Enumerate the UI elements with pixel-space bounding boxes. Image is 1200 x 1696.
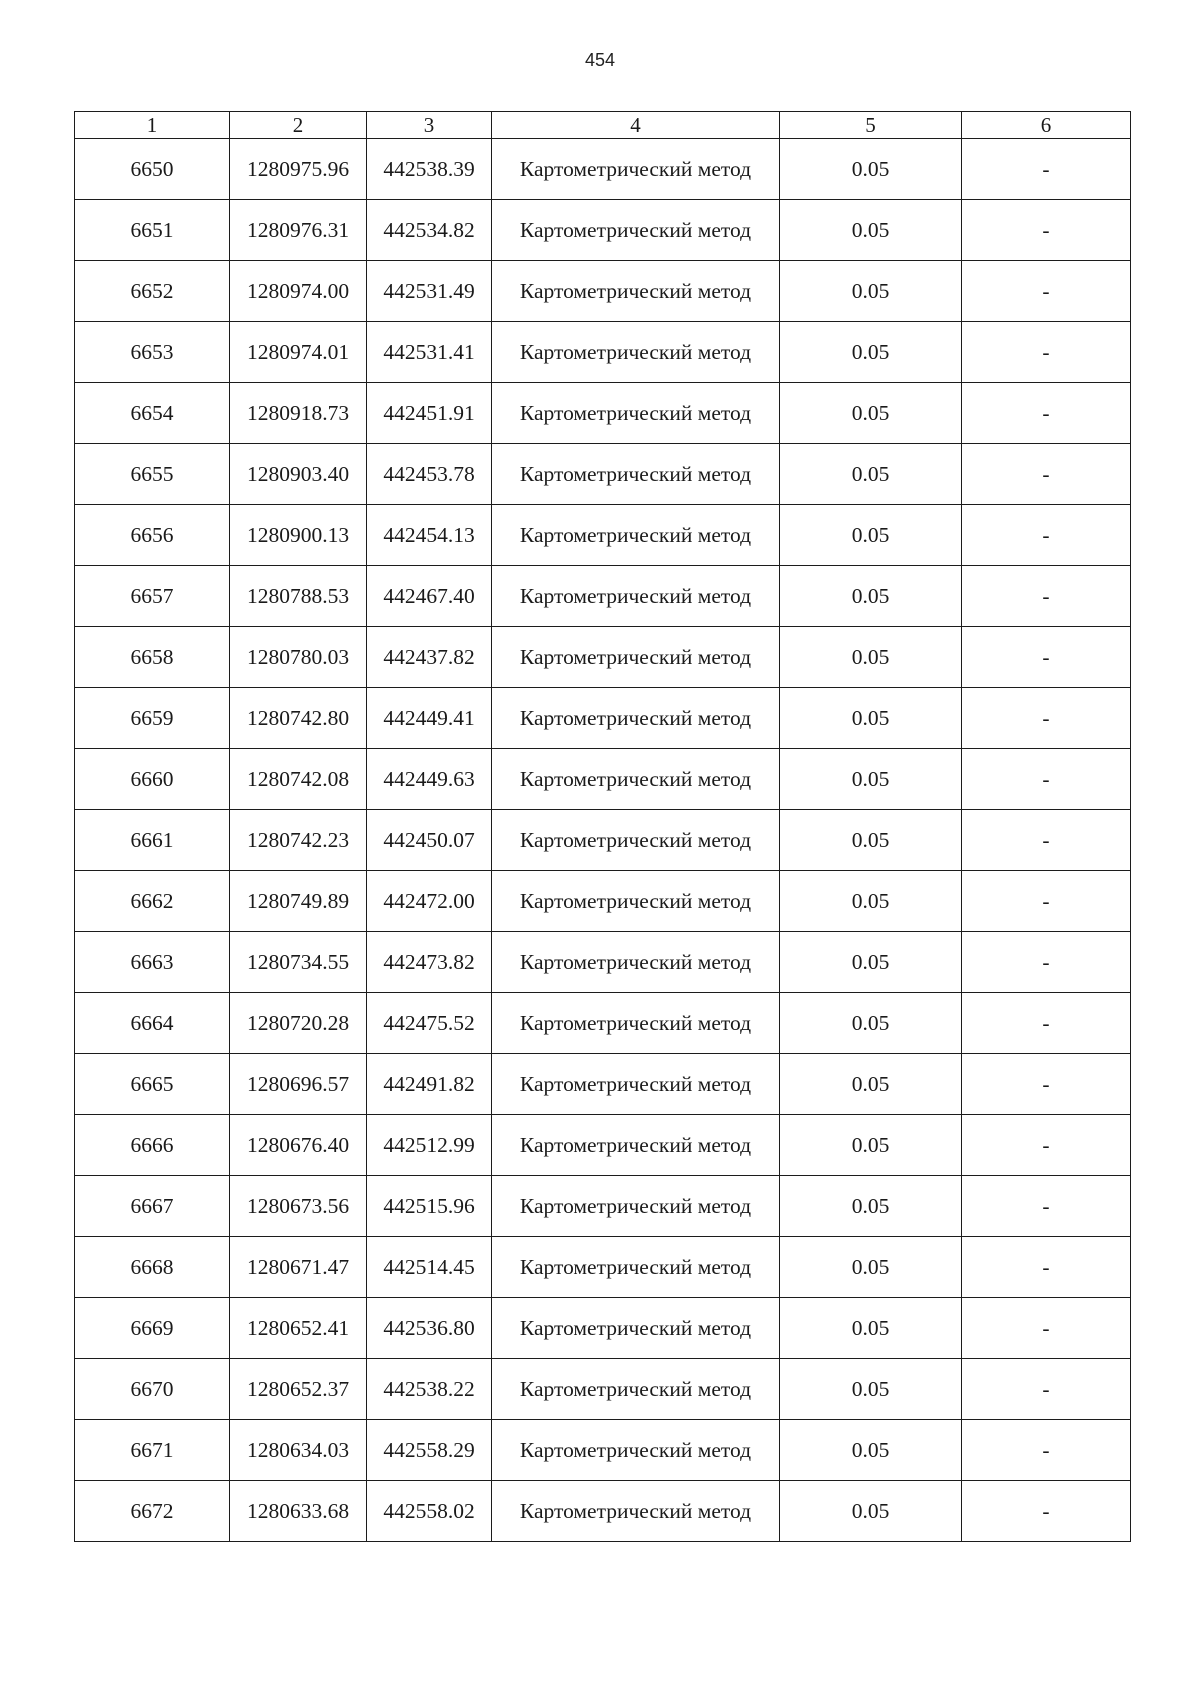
note-cell: -: [962, 810, 1131, 871]
method-cell: Картометрический метод: [492, 1359, 780, 1420]
y-coordinate-cell: 442514.45: [367, 1237, 492, 1298]
note-cell: -: [962, 993, 1131, 1054]
method-cell: Картометрический метод: [492, 139, 780, 200]
precision-cell: 0.05: [780, 1054, 962, 1115]
precision-cell: 0.05: [780, 1176, 962, 1237]
point-number-cell: 6662: [75, 871, 230, 932]
method-cell: Картометрический метод: [492, 200, 780, 261]
y-coordinate-cell: 442536.80: [367, 1298, 492, 1359]
precision-cell: 0.05: [780, 566, 962, 627]
point-number-cell: 6671: [75, 1420, 230, 1481]
method-cell: Картометрический метод: [492, 688, 780, 749]
point-number-cell: 6651: [75, 200, 230, 261]
method-cell: Картометрический метод: [492, 1237, 780, 1298]
y-coordinate-cell: 442453.78: [367, 444, 492, 505]
note-cell: -: [962, 932, 1131, 993]
table-row: [75, 139, 1131, 200]
x-coordinate-cell: 1280652.37: [230, 1359, 367, 1420]
table-row: [75, 1054, 1131, 1115]
x-coordinate-cell: 1280918.73: [230, 383, 367, 444]
y-coordinate-cell: 442531.49: [367, 261, 492, 322]
note-cell: -: [962, 1481, 1131, 1542]
point-number-cell: 6655: [75, 444, 230, 505]
table-row: [75, 261, 1131, 322]
x-coordinate-cell: 1280974.01: [230, 322, 367, 383]
x-coordinate-cell: 1280975.96: [230, 139, 367, 200]
note-cell: -: [962, 383, 1131, 444]
x-coordinate-cell: 1280734.55: [230, 932, 367, 993]
column-header-1: 1: [75, 112, 230, 139]
column-header-4: 4: [492, 112, 780, 139]
x-coordinate-cell: 1280671.47: [230, 1237, 367, 1298]
y-coordinate-cell: 442538.22: [367, 1359, 492, 1420]
precision-cell: 0.05: [780, 749, 962, 810]
x-coordinate-cell: 1280788.53: [230, 566, 367, 627]
note-cell: -: [962, 1176, 1131, 1237]
x-coordinate-cell: 1280720.28: [230, 993, 367, 1054]
table-row: [75, 810, 1131, 871]
table-row: [75, 200, 1131, 261]
precision-cell: 0.05: [780, 810, 962, 871]
note-cell: -: [962, 444, 1131, 505]
precision-cell: 0.05: [780, 627, 962, 688]
precision-cell: 0.05: [780, 1237, 962, 1298]
note-cell: -: [962, 261, 1131, 322]
y-coordinate-cell: 442451.91: [367, 383, 492, 444]
method-cell: Картометрический метод: [492, 566, 780, 627]
table-row: [75, 1481, 1131, 1542]
x-coordinate-cell: 1280673.56: [230, 1176, 367, 1237]
table-row: [75, 1115, 1131, 1176]
precision-cell: 0.05: [780, 505, 962, 566]
x-coordinate-cell: 1280976.31: [230, 200, 367, 261]
x-coordinate-cell: 1280696.57: [230, 1054, 367, 1115]
note-cell: -: [962, 566, 1131, 627]
note-cell: -: [962, 1298, 1131, 1359]
table-row: [75, 1298, 1131, 1359]
column-header-6: 6: [962, 112, 1131, 139]
y-coordinate-cell: 442491.82: [367, 1054, 492, 1115]
precision-cell: 0.05: [780, 1481, 962, 1542]
coordinates-table: [74, 111, 1131, 1542]
y-coordinate-cell: 442449.41: [367, 688, 492, 749]
point-number-cell: 6656: [75, 505, 230, 566]
table-row: [75, 322, 1131, 383]
method-cell: Картометрический метод: [492, 1054, 780, 1115]
method-cell: Картометрический метод: [492, 383, 780, 444]
method-cell: Картометрический метод: [492, 1115, 780, 1176]
column-header-5: 5: [780, 112, 962, 139]
table-row: [75, 505, 1131, 566]
x-coordinate-cell: 1280742.80: [230, 688, 367, 749]
table-row: [75, 383, 1131, 444]
header-row: [75, 112, 1131, 139]
y-coordinate-cell: 442467.40: [367, 566, 492, 627]
precision-cell: 0.05: [780, 1359, 962, 1420]
point-number-cell: 6663: [75, 932, 230, 993]
table-body: [75, 139, 1131, 1542]
y-coordinate-cell: 442531.41: [367, 322, 492, 383]
y-coordinate-cell: 442538.39: [367, 139, 492, 200]
method-cell: Картометрический метод: [492, 1298, 780, 1359]
note-cell: -: [962, 505, 1131, 566]
point-number-cell: 6665: [75, 1054, 230, 1115]
y-coordinate-cell: 442454.13: [367, 505, 492, 566]
point-number-cell: 6654: [75, 383, 230, 444]
method-cell: Картометрический метод: [492, 261, 780, 322]
table-row: [75, 688, 1131, 749]
table-row: [75, 1176, 1131, 1237]
x-coordinate-cell: 1280974.00: [230, 261, 367, 322]
precision-cell: 0.05: [780, 200, 962, 261]
point-number-cell: 6657: [75, 566, 230, 627]
x-coordinate-cell: 1280900.13: [230, 505, 367, 566]
method-cell: Картометрический метод: [492, 810, 780, 871]
y-coordinate-cell: 442437.82: [367, 627, 492, 688]
table-row: [75, 993, 1131, 1054]
method-cell: Картометрический метод: [492, 749, 780, 810]
point-number-cell: 6659: [75, 688, 230, 749]
point-number-cell: 6666: [75, 1115, 230, 1176]
x-coordinate-cell: 1280652.41: [230, 1298, 367, 1359]
precision-cell: 0.05: [780, 261, 962, 322]
point-number-cell: 6664: [75, 993, 230, 1054]
point-number-cell: 6661: [75, 810, 230, 871]
precision-cell: 0.05: [780, 383, 962, 444]
note-cell: -: [962, 627, 1131, 688]
note-cell: -: [962, 200, 1131, 261]
column-header-3: 3: [367, 112, 492, 139]
x-coordinate-cell: 1280742.08: [230, 749, 367, 810]
y-coordinate-cell: 442515.96: [367, 1176, 492, 1237]
y-coordinate-cell: 442558.29: [367, 1420, 492, 1481]
point-number-cell: 6670: [75, 1359, 230, 1420]
precision-cell: 0.05: [780, 322, 962, 383]
point-number-cell: 6672: [75, 1481, 230, 1542]
table-row: [75, 444, 1131, 505]
point-number-cell: 6660: [75, 749, 230, 810]
method-cell: Картометрический метод: [492, 505, 780, 566]
method-cell: Картометрический метод: [492, 1176, 780, 1237]
table-header: [75, 112, 1131, 139]
precision-cell: 0.05: [780, 871, 962, 932]
x-coordinate-cell: 1280903.40: [230, 444, 367, 505]
table-row: [75, 932, 1131, 993]
note-cell: -: [962, 871, 1131, 932]
note-cell: -: [962, 322, 1131, 383]
y-coordinate-cell: 442472.00: [367, 871, 492, 932]
method-cell: Картометрический метод: [492, 627, 780, 688]
table-row: [75, 749, 1131, 810]
point-number-cell: 6650: [75, 139, 230, 200]
precision-cell: 0.05: [780, 444, 962, 505]
point-number-cell: 6669: [75, 1298, 230, 1359]
y-coordinate-cell: 442450.07: [367, 810, 492, 871]
precision-cell: 0.05: [780, 1115, 962, 1176]
x-coordinate-cell: 1280633.68: [230, 1481, 367, 1542]
table-row: [75, 871, 1131, 932]
note-cell: -: [962, 749, 1131, 810]
precision-cell: 0.05: [780, 688, 962, 749]
x-coordinate-cell: 1280742.23: [230, 810, 367, 871]
method-cell: Картометрический метод: [492, 871, 780, 932]
y-coordinate-cell: 442475.52: [367, 993, 492, 1054]
point-number-cell: 6667: [75, 1176, 230, 1237]
precision-cell: 0.05: [780, 139, 962, 200]
method-cell: Картометрический метод: [492, 993, 780, 1054]
precision-cell: 0.05: [780, 1298, 962, 1359]
note-cell: -: [962, 688, 1131, 749]
method-cell: Картометрический метод: [492, 1420, 780, 1481]
y-coordinate-cell: 442534.82: [367, 200, 492, 261]
y-coordinate-cell: 442473.82: [367, 932, 492, 993]
y-coordinate-cell: 442512.99: [367, 1115, 492, 1176]
x-coordinate-cell: 1280749.89: [230, 871, 367, 932]
method-cell: Картометрический метод: [492, 1481, 780, 1542]
column-header-2: 2: [230, 112, 367, 139]
point-number-cell: 6658: [75, 627, 230, 688]
point-number-cell: 6668: [75, 1237, 230, 1298]
table-row: [75, 1237, 1131, 1298]
method-cell: Картометрический метод: [492, 932, 780, 993]
x-coordinate-cell: 1280634.03: [230, 1420, 367, 1481]
note-cell: -: [962, 1054, 1131, 1115]
x-coordinate-cell: 1280676.40: [230, 1115, 367, 1176]
method-cell: Картометрический метод: [492, 444, 780, 505]
point-number-cell: 6653: [75, 322, 230, 383]
precision-cell: 0.05: [780, 932, 962, 993]
y-coordinate-cell: 442449.63: [367, 749, 492, 810]
note-cell: -: [962, 1359, 1131, 1420]
table-row: [75, 1420, 1131, 1481]
note-cell: -: [962, 1115, 1131, 1176]
y-coordinate-cell: 442558.02: [367, 1481, 492, 1542]
precision-cell: 0.05: [780, 993, 962, 1054]
table-row: [75, 1359, 1131, 1420]
table-row: [75, 627, 1131, 688]
note-cell: -: [962, 1237, 1131, 1298]
point-number-cell: 6652: [75, 261, 230, 322]
note-cell: -: [962, 139, 1131, 200]
x-coordinate-cell: 1280780.03: [230, 627, 367, 688]
note-cell: -: [962, 1420, 1131, 1481]
method-cell: Картометрический метод: [492, 322, 780, 383]
precision-cell: 0.05: [780, 1420, 962, 1481]
page-number: 454: [584, 50, 616, 70]
table-row: [75, 566, 1131, 627]
